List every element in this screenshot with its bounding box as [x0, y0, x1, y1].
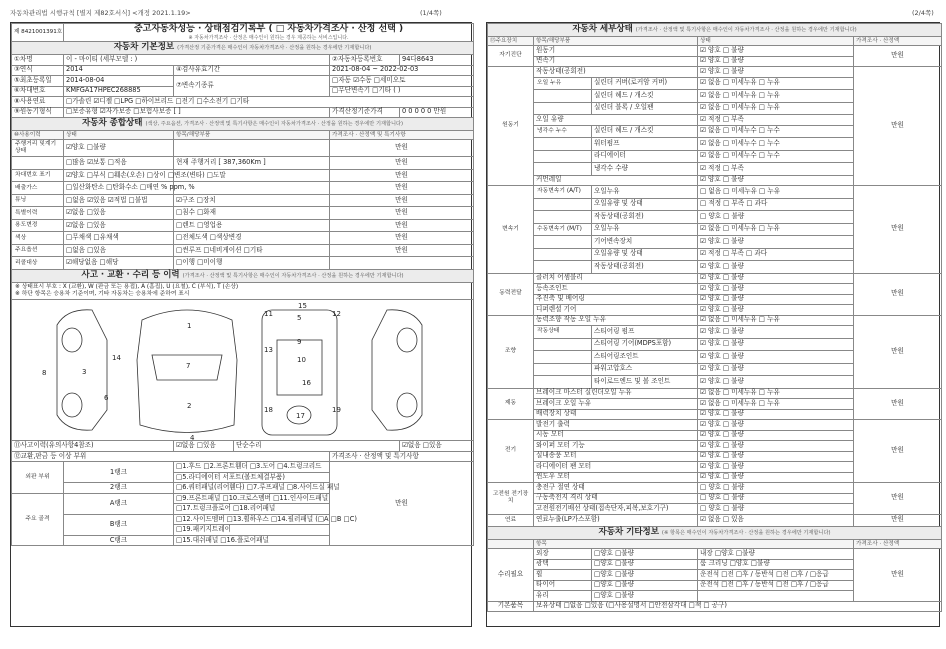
- detail-price: 만원: [854, 273, 942, 315]
- inspection-period-value: 2021-08-04 ~ 2022-02-03: [330, 65, 474, 76]
- diagram-part-label: 14: [112, 354, 121, 363]
- detail-row: [488, 514, 942, 527]
- detail-item: [534, 236, 592, 249]
- accident-history-value: ☑없음 □있음: [174, 441, 234, 452]
- detail-subitem: 작동상태(공회전): [592, 211, 698, 224]
- section-overall-status: 자동차 종합상태 (색상, 주요옵션, 가격조사 · 산정액 및 특기사항은 매수인이 자동차가격조사 · 산정을 원하는 경우에만 기재합니다): [12, 118, 474, 131]
- col-device: ⑬주요장치: [488, 37, 534, 46]
- detail-state: □ 없음 □ 미세누유 □ 누유: [698, 186, 854, 199]
- diagram-part-label: 5: [297, 314, 302, 323]
- section-accident-history: 사고 · 교환 · 수리 등 이력 (가격조사 · 산정액 및 특기사항은 매수인이 자동차가격조사 · 산정을 원하는 경우에만 기재합니다): [12, 269, 474, 282]
- detail-item: 연료누출(LP가스포함): [534, 514, 698, 527]
- detail-state: ☑ 양호 □ 불량: [698, 462, 854, 473]
- detail-subitem: 스티어링 기어(MDPS포함): [592, 338, 698, 351]
- device-group-name: 전기: [488, 420, 534, 483]
- overall-row-status: ☑없음 □있음: [64, 219, 174, 232]
- form-reference: 자동차관리법 시행규칙 [별지 제82호서식] <개정 2021.1.19>: [10, 9, 191, 17]
- col-part: 항목/해당부품: [534, 37, 698, 46]
- detail-price: 만원: [854, 46, 942, 67]
- detail-subitem: 스티어링 펌프: [592, 326, 698, 339]
- detail-item: 라디에이터 팬 모터: [534, 462, 698, 473]
- overall-row-label: 차대번호 표기: [12, 169, 64, 182]
- rank1-items-2: □5.라디에이터 서포트(볼트체결부품): [174, 472, 330, 483]
- detail-row: [488, 388, 942, 399]
- overall-row-price: 만원: [330, 232, 474, 245]
- detail-state: ☑ 적정 □ 부족: [698, 163, 854, 176]
- overall-row: [12, 257, 474, 270]
- detail-state: ☑ 없음 □ 미세누유 □ 누유: [698, 77, 854, 90]
- diagram-part-label: 13: [264, 346, 273, 355]
- device-group-name: 변속기: [488, 186, 534, 274]
- section-detail-status: 자동차 세부상태 (가격조사 · 산정액 및 특기사항은 매수인이 자동차가격조사 · 산정을 원하는 경우에만 기재합니다): [488, 24, 942, 37]
- detail-state: ☑ 양호 □ 불량: [698, 294, 854, 305]
- detail-item: 와이퍼 모터 기능: [534, 441, 698, 452]
- overall-row-price: 만원: [330, 157, 474, 170]
- diagram-part-label: 8: [42, 369, 47, 378]
- car-damage-diagram: [12, 300, 474, 441]
- detail-state: ☑ 없음 □ 미세누수 □ 누수: [698, 150, 854, 163]
- detail-item: [534, 338, 592, 351]
- vin-value: KMFGA17HPEC268885: [64, 86, 174, 97]
- detail-item: [534, 248, 592, 261]
- detail-state: ☑ 양호 □ 불량: [698, 409, 854, 420]
- doc-number: 제 8421001391호: [12, 24, 64, 42]
- simple-repair-label: 단순수리: [234, 441, 400, 452]
- repair-item-2: [698, 549, 854, 560]
- detail-state: ☑ 양호 □ 불량: [698, 338, 854, 351]
- detail-item: [534, 198, 592, 211]
- rankB-items: □12.사이드멤버 □13.휠하우스 □14.필러패널 (□A □B □C): [174, 514, 330, 525]
- fuel-label: ⑧사용연료: [12, 97, 64, 108]
- detail-item: [534, 150, 592, 163]
- diagram-part-label: 4: [190, 434, 195, 443]
- detail-state: ☑ 양호 □ 불량: [698, 451, 854, 462]
- section-other-info: 자동차 기타정보 (※ 항목은 매수인이 자동차가격조사 · 산정을 원하는 경우에만 기재합니다): [488, 527, 942, 540]
- detail-state: ☑ 양호 □ 불량: [698, 175, 854, 186]
- diagram-part-label: 18: [264, 406, 273, 415]
- detail-row: [488, 67, 942, 78]
- detail-row: [488, 483, 942, 494]
- warranty-label: ⑨원동기형식: [12, 107, 64, 118]
- overall-row-price: 만원: [330, 207, 474, 220]
- detail-state: □ 양호 □ 불량: [698, 483, 854, 494]
- repair-item-state: □양호 □불량: [592, 591, 698, 602]
- inspection-period-label: ④검사유효기간: [174, 65, 330, 76]
- repair-item-state: □양호 □불량: [592, 570, 698, 581]
- fuel-value: □가솔린 ☑디젤 □LPG □하이브리드 □전기 □수소전기 □기타: [64, 97, 474, 108]
- detail-subitem: 냉각수 수량: [592, 163, 698, 176]
- detail-subitem: 파워고압호스: [592, 363, 698, 376]
- diagram-part-label: 12: [332, 310, 341, 319]
- overall-row-item: [174, 140, 330, 157]
- exchange-label: ⑫교환,판금 등 이상 부위: [12, 451, 330, 462]
- detail-state: □ 양호 □ 불량: [698, 493, 854, 504]
- detail-item: 디퍼렌셜 기어: [534, 305, 698, 316]
- detail-item: 변속기: [534, 56, 698, 67]
- overall-row-label: 튜닝: [12, 194, 64, 207]
- overall-row-price: [330, 257, 474, 270]
- detail-row: [488, 315, 942, 326]
- detail-subitem: 오일누유: [592, 223, 698, 236]
- overall-row-label: 주요옵션: [12, 244, 64, 257]
- detail-item: 브레이크 오일 누유: [534, 399, 698, 410]
- rankB-items-2: □19.패키지트레이: [174, 525, 330, 536]
- col-item: 항목/해당부품: [174, 131, 330, 140]
- detail-row: [488, 46, 942, 57]
- detail-subitem: 오일누유: [592, 186, 698, 199]
- transmission-options-2: □무단변속기 □기타 ( ): [330, 86, 474, 97]
- overall-row-price: 만원: [330, 140, 474, 157]
- rankB-label: B랭크: [64, 514, 174, 535]
- repair-item-2-label: 내장: [700, 548, 713, 557]
- overall-row: [12, 182, 474, 195]
- detail-state: ☑ 양호 □ 불량: [698, 351, 854, 364]
- detail-subitem: 실린더 커버(로커암 커버): [592, 77, 698, 90]
- transmission-label: ⑦변속기종류: [174, 76, 330, 97]
- overall-row: [12, 244, 474, 257]
- basic-items-label: 기본품목: [488, 601, 534, 612]
- detail-state: ☑ 양호 □ 불량: [698, 326, 854, 339]
- overall-row-status: ☑양호 □불량: [64, 140, 174, 157]
- repair-item: 외장: [534, 549, 592, 560]
- detail-price: 만원: [854, 420, 942, 483]
- rankA-items: □9.프론트패널 □10.크로스멤버 □11.인사이드패널: [174, 493, 330, 504]
- col-usage: ⑩사용이력: [12, 131, 64, 140]
- detail-price: 만원: [854, 315, 942, 388]
- detail-item: [534, 138, 592, 151]
- detail-item: [534, 261, 592, 274]
- overall-row-label: 주행거리 및계기상태: [12, 140, 64, 157]
- detail-state: ☑ 없음 □ 미세누유 □ 누유: [698, 388, 854, 399]
- detail-item: 브레이크 마스터 실린더오일 누유: [534, 388, 698, 399]
- device-group-name: 조향: [488, 315, 534, 388]
- repair-item-2: [698, 559, 854, 570]
- overall-row-label: 용도변경: [12, 219, 64, 232]
- detail-subitem: 라디에이터: [592, 150, 698, 163]
- detail-item: [534, 351, 592, 364]
- detail-subitem: 워터펌프: [592, 138, 698, 151]
- detail-item: [534, 211, 592, 224]
- rankC-label: C랭크: [64, 535, 174, 546]
- detail-state: ☑ 양호 □ 불량: [698, 430, 854, 441]
- detail-item: 원동기: [534, 46, 698, 57]
- detail-item: 등속조인트: [534, 284, 698, 295]
- repair-row: [488, 549, 942, 560]
- detail-item: [534, 90, 592, 103]
- detail-item: 클러치 어셈블리: [534, 273, 698, 284]
- detail-state: ☑ 양호 □ 불량: [698, 56, 854, 67]
- repair-item-2-state: □양호 □불량: [714, 548, 755, 557]
- overall-row-status: □무채색 □유채색: [64, 232, 174, 245]
- warranty-value: □보증유형 ☑자가보증 □보험사보증 [ ]: [64, 107, 330, 118]
- detail-price: 만원: [854, 388, 942, 420]
- overall-row-status: ☑양호 □부식 □훼손(오손) □상이 □변조(변타) □도말: [64, 169, 174, 182]
- detail-item: [534, 363, 592, 376]
- overall-row-item: □전체도색 □색상변경: [174, 232, 330, 245]
- rank2-label: 2랭크: [64, 483, 174, 494]
- rank1-label: 1랭크: [64, 462, 174, 483]
- overall-row-status: □일산화탄소 □탄화수소 □매연 % ppm, %: [64, 182, 174, 195]
- repair-item-2-label: 운전석 □전 □후 / 동반석 □전 □후 / □응급: [700, 569, 829, 578]
- overall-row: [12, 207, 474, 220]
- detail-item: 오일 유량: [534, 115, 698, 126]
- overall-row-status: ☑없음 □있음: [64, 207, 174, 220]
- repair-item: 휠: [534, 570, 592, 581]
- diagram-part-label: 1: [187, 322, 192, 331]
- detail-price: 만원: [854, 67, 942, 186]
- detail-price: 만원: [854, 483, 942, 515]
- rank1-items: □1.후드 □2.프론트휀더 □3.도어 □4.트렁크리드: [174, 462, 330, 473]
- reg-no-value: 94다8643: [400, 55, 474, 66]
- diagram-part-label: 11: [264, 310, 273, 319]
- car-name-label: ①차명: [12, 55, 64, 66]
- diagram-part-label: 7: [186, 362, 191, 371]
- repair-item-2-label: 룸 크리닝: [700, 559, 728, 568]
- overall-row-price: 만원: [330, 244, 474, 257]
- detail-item: 윈도우 모터: [534, 472, 698, 483]
- col-price-2: 가격조사 · 산정액: [854, 37, 942, 46]
- detail-state: □ 양호 □ 불량: [698, 504, 854, 515]
- overall-row-label: 특별이력: [12, 207, 64, 220]
- main-frame-label: 주요 골격: [12, 493, 64, 546]
- detail-state: ☑ 양호 □ 불량: [698, 67, 854, 78]
- exchange-price-value: 만원: [330, 462, 474, 546]
- detail-state: □ 적정 □ 부족 □ 과다: [698, 198, 854, 211]
- diagram-part-label: 10: [297, 356, 306, 365]
- overall-row-status: □없음 ☑있음 ☑적법 □불법: [64, 194, 174, 207]
- detail-item: [534, 376, 592, 389]
- vin-label: ⑥차대번호: [12, 86, 64, 97]
- diagram-part-label: 3: [82, 368, 87, 377]
- base-price-label: 가격산정기준가격: [330, 107, 400, 118]
- repair-item: 광택: [534, 559, 592, 570]
- col-other-item: 항목: [534, 540, 854, 549]
- detail-state: ☑ 양호 □ 불량: [698, 46, 854, 57]
- repair-item-2: [698, 570, 854, 581]
- rankA-items-2: □17.트렁크플로어 □18.리어패널: [174, 504, 330, 515]
- detail-state: ☑ 없음 □ 미세누유 □ 누유: [698, 223, 854, 236]
- repair-item: 유리: [534, 591, 592, 602]
- accident-history-label: ⑪사고이력(유의사항4참조): [12, 441, 174, 452]
- year-label: ③연식: [12, 65, 64, 76]
- repair-item-2-label: 운전석 □전 □후 / 동반석 □전 □후 / □응급: [700, 580, 829, 589]
- section-basic-info: 자동차 기본정보 (가격산정 기준가격은 매수인이 자동차가격조사 · 산정을 원하는 경우에만 기재합니다): [12, 42, 474, 55]
- detail-price: 만원: [854, 514, 942, 527]
- base-price-value: 0 0 0 0 0 만원: [400, 107, 474, 118]
- device-group-name: 동력전달: [488, 273, 534, 315]
- detail-row: [488, 420, 942, 431]
- overall-row: [12, 140, 474, 157]
- overall-row-item: □이행 □미이행: [174, 257, 330, 270]
- detail-state: ☑ 없음 □ 미세누유 □ 누유: [698, 90, 854, 103]
- detail-item: 커먼레일: [534, 175, 698, 186]
- doc-title: 중고자동차성능 · 상태점검기록부 ( □ 자동차가격조사 · 산정 선택 ): [133, 24, 404, 35]
- inspection-sheet-page1: [10, 22, 472, 627]
- rankC-items: □15.대쉬패널 □16.플로어패널: [174, 535, 330, 546]
- repair-item-2: [698, 580, 854, 591]
- col-status: 상태: [64, 131, 174, 140]
- detail-item: 발전기 출력: [534, 420, 698, 431]
- detail-subitem: 기어변속장치: [592, 236, 698, 249]
- repair-item-state: □양호 □불량: [592, 580, 698, 591]
- overall-row-item: [174, 182, 330, 195]
- detail-subitem: 작동상태(공회전): [592, 261, 698, 274]
- overall-row-price: 만원: [330, 182, 474, 195]
- overall-row: [12, 157, 474, 170]
- overall-row-item: □썬루프 □네비게이션 □기타: [174, 244, 330, 257]
- detail-state: ☑ 양호 □ 불량: [698, 305, 854, 316]
- detail-subitem: 타이로드엔드 및 볼 조인트: [592, 376, 698, 389]
- detail-item: 냉각수 누수: [534, 125, 592, 138]
- overall-row-label: 리콜대상: [12, 257, 64, 270]
- basic-items-value: 보유상태 □없음 □있음 (□사용설명서 □안전삼각대 □잭 □ 공구): [534, 601, 942, 612]
- detail-state: ☑ 양호 □ 불량: [698, 376, 854, 389]
- inspection-sheet-page2: [486, 22, 940, 627]
- transmission-options: □자동 ☑수동 □세미오토: [330, 76, 474, 87]
- detail-item: 작동상태(공회전): [534, 67, 698, 78]
- rank2-items: □6.쿼터패널(리어휀다) □7.루프패널 □8.사이드실 패널: [174, 483, 330, 494]
- detail-subitem: 실린더 블록 / 오일팬: [592, 102, 698, 115]
- repair-item-2: [698, 591, 854, 602]
- device-group-name: 연료: [488, 514, 534, 527]
- device-group-name: 자기진단: [488, 46, 534, 67]
- detail-item: 동력조향 작동 오일 누유: [534, 315, 698, 326]
- repair-item-2-state: □양호 □불량: [729, 559, 770, 568]
- col-price: 가격조사 · 산정액 및 특기사항: [330, 131, 474, 140]
- device-group-name: 제동: [488, 388, 534, 420]
- detail-subitem: 오일유량 및 상태: [592, 248, 698, 261]
- year-value: 2014: [64, 65, 174, 76]
- detail-item: 자동변속기 (A/T): [534, 186, 592, 199]
- outer-panel-label: 외판 부위: [12, 462, 64, 494]
- overall-row-label: 배출가스: [12, 182, 64, 195]
- detail-state: ☑ 양호 □ 불량: [698, 236, 854, 249]
- first-reg-label: ⑤최초등록일: [12, 76, 64, 87]
- repair-price: 만원: [854, 549, 942, 602]
- diagram-part-label: 16: [302, 379, 311, 388]
- overall-row-price: 만원: [330, 219, 474, 232]
- diagram-part-label: 15: [298, 302, 307, 311]
- detail-row: [488, 186, 942, 199]
- first-reg-value: 2014-08-04: [64, 76, 174, 87]
- detail-state: ☑ 없음 □ 있음: [698, 514, 854, 527]
- detail-item: 충전구 절연 상태: [534, 483, 698, 494]
- detail-state: □ 양호 □ 불량: [698, 211, 854, 224]
- overall-row-status: ☑해당없음 □해당: [64, 257, 174, 270]
- detail-subitem: 스티어링조인트: [592, 351, 698, 364]
- col-other-price: 가격조사 · 산정액: [854, 540, 942, 549]
- detail-item: 수동변속기 (M/T): [534, 223, 592, 236]
- diagram-part-label: 17: [296, 412, 305, 421]
- detail-item: 오일 누유: [534, 77, 592, 90]
- detail-state: ☑ 없음 □ 미세누수 □ 누수: [698, 138, 854, 151]
- device-group-name: 고전원 전기장치: [488, 483, 534, 515]
- detail-item: 추진축 및 베어링: [534, 294, 698, 305]
- detail-item: [534, 163, 592, 176]
- simple-repair-value: ☑없음 □있음: [400, 441, 474, 452]
- overall-row: [12, 219, 474, 232]
- overall-row-item: □침수 □화재: [174, 207, 330, 220]
- repair-item: 타이어: [534, 580, 592, 591]
- detail-state: ☑ 없음 □ 미세누유 □ 누유: [698, 315, 854, 326]
- overall-row: [12, 169, 474, 182]
- detail-state: ☑ 없음 □ 미세누유 □ 누유: [698, 399, 854, 410]
- detail-item: [534, 102, 592, 115]
- legend-symbols: ※ 상태표시 부호 : X (교환), W (판금 또는 용접), A (흠집), U (요철), C (부식), T (손상): [15, 283, 239, 290]
- doc-title-note: ※ 자동차가격조사 · 산정은 매수인이 원하는 경우 제공하는 서비스입니다.: [188, 34, 349, 41]
- diagram-part-label: 9: [297, 338, 302, 347]
- diagram-part-label: 6: [104, 394, 109, 403]
- detail-state: ☑ 양호 □ 불량: [698, 261, 854, 274]
- overall-row-label: [12, 157, 64, 170]
- repair-item-state: □양호 □불량: [592, 549, 698, 560]
- diagram-part-label: 2: [187, 402, 192, 411]
- detail-state: ☑ 양호 □ 불량: [698, 441, 854, 452]
- detail-row: [488, 273, 942, 284]
- detail-item: 구동축전지 격리 상태: [534, 493, 698, 504]
- detail-subitem: 오일유량 및 상태: [592, 198, 698, 211]
- detail-state: ☑ 없음 □ 미세누유 □ 누유: [698, 102, 854, 115]
- detail-item: 작동상태: [534, 326, 592, 339]
- repair-label: 수리필요: [488, 549, 534, 602]
- detail-state: ☑ 양호 □ 불량: [698, 420, 854, 431]
- detail-state: ☑ 양호 □ 불량: [698, 472, 854, 483]
- detail-item: 실내송풍 모터: [534, 451, 698, 462]
- page-number-2: (2/4쪽): [912, 9, 934, 17]
- exchange-price-label: 가격조사 · 산정액 및 특기사항: [330, 451, 474, 462]
- overall-row: [12, 194, 474, 207]
- detail-state: ☑ 양호 □ 불량: [698, 363, 854, 376]
- detail-state: ☑ 적정 □ 부족: [698, 115, 854, 126]
- overall-row-item: □렌트 □영업용: [174, 219, 330, 232]
- detail-subitem: 실린더 헤드 / 개스킷: [592, 125, 698, 138]
- col-state: 상태: [698, 37, 854, 46]
- overall-row-status: □없음 □있음: [64, 244, 174, 257]
- detail-state: ☑ 양호 □ 불량: [698, 273, 854, 284]
- detail-item: 고전원전기배선 상태(접속단자,피복,보호기구): [534, 504, 698, 515]
- diagram-part-label: 19: [332, 406, 341, 415]
- overall-row-status: □많음 ☑보통 □적음: [64, 157, 174, 170]
- repair-item-state: □양호 □불량: [592, 559, 698, 570]
- detail-price: 만원: [854, 186, 942, 274]
- reg-no-label: ②자동차등록번호: [330, 55, 400, 66]
- overall-row-price: 만원: [330, 169, 474, 182]
- detail-state: ☑ 적정 □ 부족 □ 과다: [698, 248, 854, 261]
- detail-state: ☑ 없음 □ 미세누수 □ 누수: [698, 125, 854, 138]
- overall-row-item: ☑구조 □장치: [174, 194, 330, 207]
- legend-note: ※ 하단 항목은 승용차 기준이며, 기타 자동차는 승용차에 준하여 표시: [15, 291, 190, 298]
- detail-item: 배력장치 상태: [534, 409, 698, 420]
- device-group-name: 원동기: [488, 67, 534, 186]
- rankA-label: A랭크: [64, 493, 174, 514]
- overall-row-item: 현재 주행거리 [ 387,360Km ]: [174, 157, 330, 170]
- overall-row-label: 색상: [12, 232, 64, 245]
- car-name-value: 이 - 마이티 (세부모델 : ): [64, 55, 330, 66]
- detail-state: ☑ 양호 □ 불량: [698, 284, 854, 295]
- overall-row: [12, 232, 474, 245]
- page-number-1: (1/4쪽): [420, 9, 442, 17]
- overall-row-price: 만원: [330, 194, 474, 207]
- detail-item: 시동 모터: [534, 430, 698, 441]
- detail-subitem: 실린더 헤드 / 개스킷: [592, 90, 698, 103]
